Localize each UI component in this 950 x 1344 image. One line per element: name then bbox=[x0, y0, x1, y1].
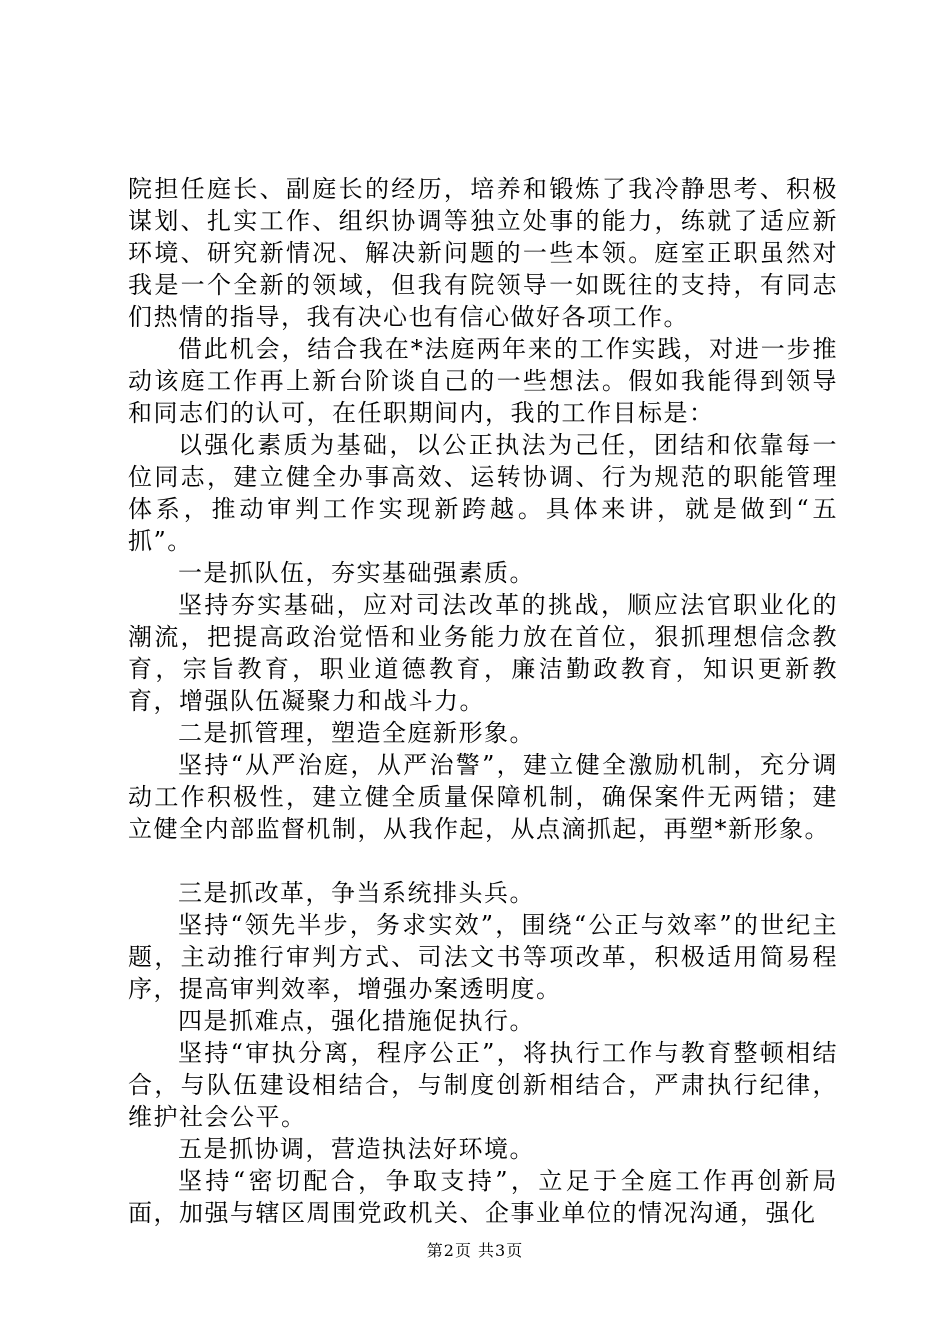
paragraph: 院担任庭长、副庭长的经历，培养和锻炼了我冷静思考、积极谋划、扎实工作、组织协调等独立处事的能力，练就了适应新环境、研究新情况、解决新问题的一些本领。庭室正职虽然对我是一个全新的领域，但我有院领导一如既往的支持，有同志们热情的指导，我有决心也有信心做好各项工作。 bbox=[128, 175, 838, 331]
paragraph: 坚持“审执分离，程序公正”，将执行工作与教育整顿相结合，与队伍建设相结合，与制度创新相结合，严肃执行纪律，维护社会公平。 bbox=[128, 1039, 838, 1131]
section-heading: 四是抓难点，强化措施促执行。 bbox=[178, 1007, 535, 1035]
paragraph: 坚持“领先半步，务求实效”，围绕“公正与效率”的世纪主题，主动推行审判方式、司法文书等项改革，积极适用简易程序，提高审判效率，增强办案透明度。 bbox=[128, 911, 838, 1003]
section-heading: 二是抓管理，塑造全庭新形象。 bbox=[178, 719, 535, 747]
section-heading: 三是抓改革，争当系统排头兵。 bbox=[178, 879, 535, 907]
paragraph: 以强化素质为基础，以公正执法为己任，团结和依靠每一位同志，建立健全办事高效、运转协调、行为规范的职能管理体系，推动审判工作实现新跨越。具体来讲，就是做到“五抓”。 bbox=[128, 431, 838, 555]
paragraph: 坚持“密切配合，争取支持”，立足于全庭工作再创新局面，加强与辖区周围党政机关、企事业单位的情况沟通，强化 bbox=[128, 1167, 838, 1227]
section-heading: 五是抓协调，营造执法好环境。 bbox=[178, 1135, 535, 1163]
paragraph: 坚持“从严治庭，从严治警”，建立健全激励机制，充分调动工作积极性，建立健全质量保障机制，确保案件无两错；建立健全内部监督机制，从我作起，从点滴抓起，再塑*新形象。 bbox=[128, 751, 838, 843]
paragraph: 借此机会，结合我在*法庭两年来的工作实践，对进一步推动该庭工作再上新台阶谈自己的一些想法。假如我能得到领导和同志们的认可，在任职期间内，我的工作目标是： bbox=[128, 335, 838, 427]
section-heading: 一是抓队伍，夯实基础强素质。 bbox=[178, 559, 535, 587]
document-body bbox=[128, 173, 838, 1229]
paragraph: 坚持夯实基础，应对司法改革的挑战，顺应法官职业化的潮流，把提高政治觉悟和业务能力放在首位，狠抓理想信念教育，宗旨教育，职业道德教育，廉洁勤政教育，知识更新教育，增强队伍凝聚力和战斗力。 bbox=[128, 591, 838, 715]
page-number: 第2页 共3页 bbox=[426, 1241, 524, 1260]
